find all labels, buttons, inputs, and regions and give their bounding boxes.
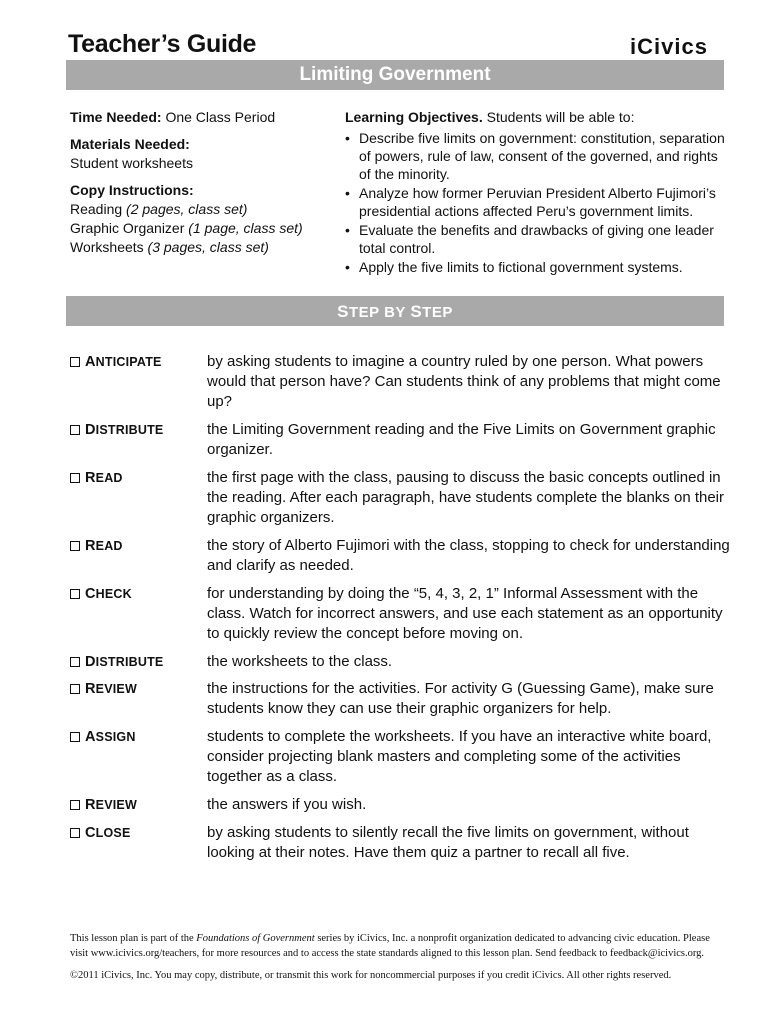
step-text: by asking students to imagine a country ruled by one person. What powers would that person have? Can students think of any problems that might come up? bbox=[207, 353, 721, 410]
copy-item-detail: (2 pages, class set) bbox=[126, 201, 248, 217]
copy-item-reading bbox=[70, 200, 330, 219]
step-label: HECK bbox=[95, 587, 132, 601]
step-label-cap: D bbox=[85, 422, 96, 438]
banner-small: TEP bbox=[422, 304, 453, 321]
step-text: for understanding by doing the “5, 4, 3, 2, 1” Informal Assessment with the class. Watch for incorrect answers, and use each statement as an opportunity to quickly review the concept before moving on. bbox=[207, 585, 723, 642]
objectives-list bbox=[345, 129, 725, 276]
step-text: the story of Alberto Fujimori with the class, stopping to check for understanding and clarify as needed. bbox=[207, 537, 730, 574]
objective-text: Evaluate the benefits and drawbacks of giving one leader total control. bbox=[359, 222, 714, 256]
step-label-cap: R bbox=[85, 470, 96, 486]
lesson-details bbox=[70, 108, 330, 257]
step-label: ISTRIBUTE bbox=[95, 655, 164, 669]
banner-cap: S bbox=[410, 302, 423, 321]
footer-note bbox=[70, 932, 730, 984]
bullet-icon: • bbox=[345, 259, 350, 275]
step-anticipate bbox=[70, 352, 730, 412]
step-review bbox=[70, 795, 730, 815]
copyright: ©2011 iCivics, Inc. You may copy, distribute, or transmit this work for noncommercial purposes if you credit iCivics. All other rights reserved. bbox=[70, 970, 672, 981]
banner-small: BY bbox=[384, 304, 406, 321]
checkbox-icon bbox=[70, 657, 80, 667]
step-label: EAD bbox=[95, 471, 123, 485]
step-label: NTICIPATE bbox=[95, 355, 162, 369]
step-label-cap: A bbox=[85, 729, 96, 745]
bullet-icon: • bbox=[345, 130, 350, 146]
lesson-title: Limiting Government bbox=[299, 64, 491, 85]
footer-series: Foundations of Government bbox=[196, 933, 315, 944]
step-distribute bbox=[70, 420, 730, 460]
step-label: EAD bbox=[95, 539, 123, 553]
checkbox-icon bbox=[70, 357, 80, 367]
step-review bbox=[70, 679, 730, 719]
objective-item bbox=[345, 184, 725, 220]
icivics-logo bbox=[630, 34, 708, 60]
step-text: students to complete the worksheets. If you have an interactive white board, consider projecting blank masters and completing some of the activities together as a class. bbox=[207, 728, 712, 785]
step-label-cap: D bbox=[85, 654, 96, 670]
lesson-title-banner bbox=[66, 60, 724, 90]
step-label-cap: R bbox=[85, 538, 96, 554]
copy-item-name: Reading bbox=[70, 201, 127, 217]
objective-text: Describe five limits on government: constitution, separation of powers, rule of law, consent of the governed, and rights of the minority. bbox=[359, 130, 725, 182]
step-text: the worksheets to the class. bbox=[207, 653, 393, 670]
objective-item bbox=[345, 258, 725, 276]
materials-label: Materials Needed: bbox=[70, 136, 190, 152]
step-label: EVIEW bbox=[95, 682, 137, 696]
objectives-heading bbox=[345, 108, 725, 126]
page-title: Teacher’s Guide bbox=[68, 30, 257, 58]
footer-text: series by iCivics, Inc. a nonprofit organization dedicated to advancing civic education. Please visit www.icivics.org/teachers, for more resources and to access the state standards aligned to this lesson plan. Send feedback to feedback@icivics.org. bbox=[70, 933, 710, 959]
time-needed-value: One Class Period bbox=[165, 109, 276, 125]
copy-item-worksheets bbox=[70, 238, 330, 257]
learning-objectives bbox=[345, 108, 725, 277]
step-check bbox=[70, 584, 730, 644]
objective-item bbox=[345, 129, 725, 183]
step-label: EVIEW bbox=[95, 798, 137, 812]
step-label-cap: R bbox=[85, 681, 96, 697]
bullet-icon: • bbox=[345, 185, 350, 201]
footer-text: This lesson plan is part of the bbox=[70, 933, 197, 944]
step-text: the Limiting Government reading and the Five Limits on Government graphic organizer. bbox=[207, 421, 716, 458]
footer-description bbox=[70, 932, 730, 961]
copy-item-name: Worksheets bbox=[70, 239, 148, 255]
objectives-intro: Students will be able to: bbox=[482, 109, 635, 125]
copy-item-detail: (1 page, class set) bbox=[188, 220, 303, 236]
copy-item-detail: (3 pages, class set) bbox=[147, 239, 269, 255]
checkbox-icon bbox=[70, 732, 80, 742]
checkbox-icon bbox=[70, 473, 80, 483]
step-read bbox=[70, 468, 730, 528]
banner-cap: S bbox=[337, 302, 349, 321]
objective-text: Analyze how former Peruvian President Alberto Fujimori’s presidential actions affected Peru’s government limits. bbox=[359, 185, 716, 219]
copy-instructions-label: Copy Instructions: bbox=[70, 182, 194, 198]
checkbox-icon bbox=[70, 800, 80, 810]
step-close bbox=[70, 823, 730, 863]
step-label-cap: C bbox=[85, 825, 96, 841]
checkbox-icon bbox=[70, 589, 80, 599]
step-text: the answers if you wish. bbox=[207, 796, 367, 813]
checkbox-icon bbox=[70, 828, 80, 838]
copy-item-graphic-organizer bbox=[70, 219, 330, 238]
step-text: the first page with the class, pausing to discuss the basic concepts outlined in the reading. After each paragraph, have students complete the blanks on their graphic organizers. bbox=[207, 469, 725, 526]
checkbox-icon bbox=[70, 425, 80, 435]
checkbox-icon bbox=[70, 541, 80, 551]
step-by-step-banner bbox=[66, 296, 724, 326]
objectives-label: Learning Objectives. bbox=[345, 109, 483, 125]
step-assign bbox=[70, 727, 730, 787]
logo-text: iCivics bbox=[630, 34, 708, 59]
step-label: ISTRIBUTE bbox=[95, 423, 164, 437]
step-text: by asking students to silently recall the five limits on government, without looking at their notes. Have them quiz a partner to recall all five. bbox=[207, 824, 689, 861]
step-read bbox=[70, 536, 730, 576]
step-label-cap: C bbox=[85, 586, 96, 602]
bullet-icon: • bbox=[345, 222, 350, 238]
step-text: the instructions for the activities. For activity G (Guessing Game), make sure students know they can use their graphic organizers for help. bbox=[207, 680, 714, 717]
step-label: LOSE bbox=[95, 826, 131, 840]
time-needed-label: Time Needed: bbox=[70, 109, 162, 125]
objective-item bbox=[345, 221, 725, 257]
materials-value: Student worksheets bbox=[70, 155, 193, 171]
step-label-cap: R bbox=[85, 797, 96, 813]
step-label-cap: A bbox=[85, 354, 96, 370]
step-list bbox=[70, 352, 730, 863]
objective-text: Apply the five limits to fictional government systems. bbox=[359, 259, 683, 275]
checkbox-icon bbox=[70, 684, 80, 694]
time-needed bbox=[70, 108, 330, 127]
banner-small: TEP bbox=[348, 304, 380, 321]
step-distribute bbox=[70, 652, 730, 672]
step-label: SSIGN bbox=[95, 730, 136, 744]
copy-item-name: Graphic Organizer bbox=[70, 220, 189, 236]
